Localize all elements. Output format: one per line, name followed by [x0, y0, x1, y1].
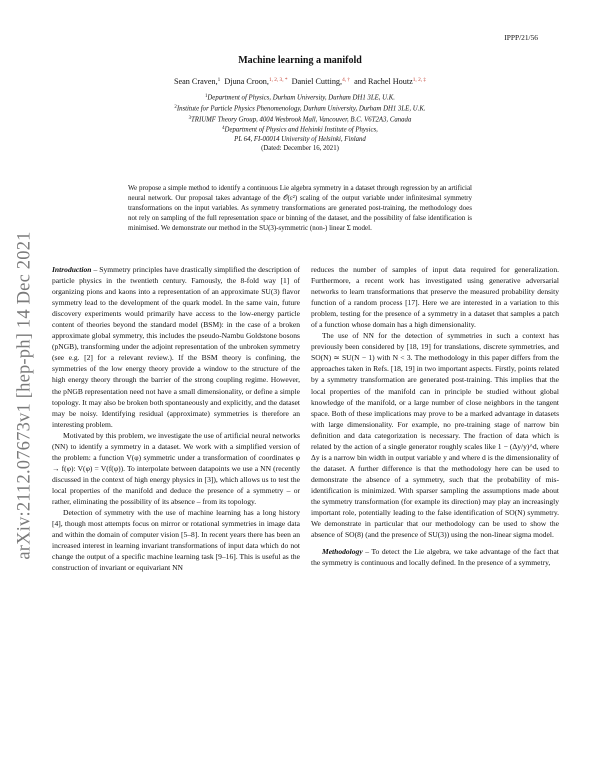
body-paragraph: Detection of symmetry with the use of machine learning has a long history [4], though most attempts focus on mirror or rotational symmetries in image data and within the domain of computer vision [5–8]. In recent years there has been an increased interest in learning invariant transformations of input data which do not change the output of a specific machine learning task [9–16]. This is useful as the construction of invariant or equivariant NN: [52, 508, 300, 573]
author: and Rachel Houtz: [354, 77, 413, 86]
body-paragraph: The use of NN for the detection of symmetries in such a context has previously been considered by [18, 19] for translations, discrete symmetries, and SO(N) ≃ SU(N − 1) with N < 3. The methodology in this paper differs from the approaches taken in Refs. [18, 19] in two important aspects. Firstly, points related by a symmetry transformation are generated post-training. This implies that the local properties of the manifold can in principle be studied without global knowledge of the manifold, or a large number of close neighbors in the tangent space. Both of these implications may prove to be a marked advantage in datasets with large dimensionality. For example, no pre-training stage of narrow bin definition and data categorization is necessary. The fraction of data which is related by the action of a single generator roughly scales like 1 − (Δy/y)^d, where Δy is a narrow bin width in output variable y and where d is the dimensionality of the dataset. A further difference is that the methodology here can be used to demonstrate the absence of a symmetry, such that the probability of mis-identification is minimized. With sparser sampling the assumptions made about the symmetry transformation (for example its direction) may play an increasingly important role, potentially leading to the false identification of SO(N) symmetry. We demonstrate in particular that our methodology can be used to show the absence of SO(8) (and the presence of SU(3)) using the non-linear sigma model.: [311, 331, 559, 540]
section-heading-introduction: Introduction: [52, 265, 92, 274]
author: Daniel Cutting,: [291, 77, 343, 86]
affiliation: $^2$Institute for Particle Physics Phenomenology, Durham University, Durham DH1 3LE, U.K.: [174, 104, 426, 113]
methodology-paragraph: Methodology – To detect the Lie algebra, we take advantage of the fact that the symmetry is continuous and locally defined. In the presence of a symmetry,: [311, 547, 559, 568]
author-list: [0, 77, 600, 86]
affiliation: $^4$Department of Physics and Helsinki Institute of Physics,: [222, 126, 378, 134]
author-sup[interactable]: 1, 2, ‡: [412, 77, 427, 83]
affiliation: $^3$TRIUMF Theory Group, 4004 Wesbrook Mall, Vancouver, B.C. V6T2A3, Canada: [188, 115, 412, 124]
arxiv-id[interactable]: arXiv:2112.07673v1 [hep-ph] 14 Dec 2021: [14, 230, 35, 560]
left-column: [52, 264, 300, 573]
right-column: [311, 264, 559, 568]
author: Sean Craven,: [173, 77, 218, 86]
author: Djuna Croon,: [224, 77, 269, 86]
author-sup: 1: [217, 77, 221, 83]
body-paragraph: Motivated by this problem, we investigate the use of artificial neural networks (NN) to identify a symmetry in a dataset. We work with a simplified version of the problem: a function V(φ) symmetric under a transformation of coordinates φ → f(φ): V(φ) = V(f(φ)). To interpolate between datapoints we use a NN (recently discussed in the context of high energy physics in [3]), which allows us to test the local properties of the manifold and deduce the presence of a symmetry – or rather, eliminating the possibility of its absence – from its topology.: [52, 430, 300, 506]
intro-paragraph: Introduction – Symmetry principles have drastically simplified the description of particle physics in the twentieth century. Famously, the 8-fold way [1] of organizing pions and kaons into a representation of an approximate SU(3) flavor symmetry lead to the development of the quark model. In the same vain, future discovery experiments would primarily have access to the low-energy particle content of theories beyond the standard model (BSM): in the case of a broken approximate global symmetry, this includes the pseudo-Nambu Goldstone bosons (pNGB), transforming under the adjoint representation of the unbroken symmetry (see e.g. [2] for a relevant review.). If the BSM theory is confining, the symmetries of the low energy theory provide a window to the structure of the high energy theory through the barrier of the strong coupling regime. However, the pNGB representation need not have a small dimensionality, or define a simple topology. It may also be broken both spontaneously and explicitly, and the dataset may be noisy. Identifying residual (approximate) symmetries is therefore an interesting problem.: [52, 265, 300, 429]
affiliation: $^1$Department of Physics, Durham University, Durham DH1 3LE, U.K.: [204, 94, 395, 102]
report-number: IPPP/21/56: [504, 33, 538, 42]
affiliations: [0, 92, 600, 154]
paper-title: Machine learning a manifold: [238, 55, 362, 66]
section-heading-methodology: Methodology: [322, 547, 363, 557]
author-sup[interactable]: 1, 2, 3, *: [268, 77, 288, 83]
arxiv-sidebar-stamp: [10, 190, 40, 600]
author-sup[interactable]: 4, †: [342, 77, 351, 83]
abstract: We propose a simple method to identify a continuous Lie algebra symmetry in a dataset through regression by an artificial neural network. Our proposal takes advantage of the 𝒪(ε²) scaling of the output variable under infinitesimal symmetry transformations on the input variables. As symmetry transformations are generated post-training, the methodology does not rely on sampling of the full representation space or binning of the dataset, and the possibility of false identification is minimised. We demonstrate our method in the SU(3)-symmetric (non-) linear Σ model.: [128, 184, 472, 233]
body-paragraph: reduces the number of samples of input data required for generalization. Furthermore, a recent work has investigated using generative adversarial networks to learn transformations that preserve the measured probability density function of a random process [17]. Here we are interested in a variation to this problem, testing for the presence of a symmetry in a dataset that samples a patch of a function whose domain has a high dimensionality.: [311, 265, 559, 330]
date-line: (Dated: December 16, 2021): [261, 145, 339, 153]
affiliation: PL 64, FI-00014 University of Helsinki, Finland: [234, 136, 366, 144]
